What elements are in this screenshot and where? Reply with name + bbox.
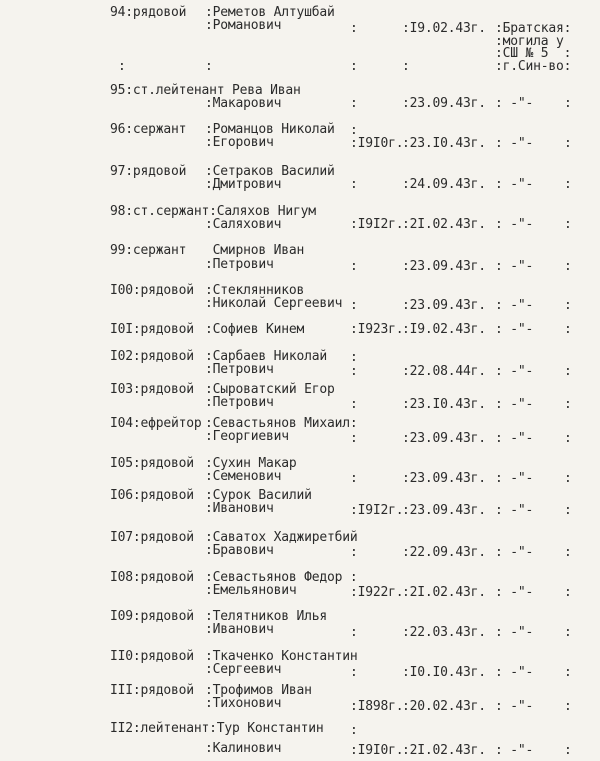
record-death-date: :2I.02.43г. — [402, 217, 486, 232]
record-burial-ditto: : -"- — [495, 259, 534, 274]
record-year: : — [350, 431, 358, 446]
record-number-rank: III:рядовой — [110, 683, 194, 698]
record-end-colon: : — [564, 503, 572, 518]
record-name-line1: :Саватох Хаджиретбий — [205, 530, 358, 545]
record-burial-ditto: : -"- — [495, 743, 534, 758]
record-name-line1: :Севастьянов Федор : — [205, 570, 358, 585]
record-end-colon: : — [564, 177, 572, 192]
record-number-rank: I00:рядовой — [110, 283, 194, 298]
record-death-date: :2I.02.43г. — [402, 585, 486, 600]
record-year: :I9I2г. — [350, 217, 404, 232]
record-burial-ditto: : -"- — [495, 397, 534, 412]
record-94-separator-c: : — [350, 59, 358, 74]
record-year: :I9I2г. — [350, 503, 404, 518]
record-year: : — [350, 665, 358, 680]
record-end-colon: : — [564, 699, 572, 714]
record-death-date: :23.09.43г. — [402, 431, 486, 446]
record-number-rank: I04:ефрейтор — [110, 416, 202, 431]
record-death-date: :22.09.43г. — [402, 545, 486, 560]
record-year: :I9I0г. — [350, 136, 404, 151]
record-death-date: :23.I0.43г. — [402, 136, 486, 151]
record-94-number-rank: 94:рядовой — [110, 5, 187, 20]
record-94-separator-a: : — [118, 59, 126, 74]
record-name-line2: :Иванович — [205, 622, 274, 637]
record-end-colon: : — [564, 298, 572, 313]
record-name-line2: :Семенович — [205, 469, 282, 484]
record-94-burial-line4: :г.Син-во: — [495, 59, 572, 74]
record-number-rank: I0I:рядовой — [110, 322, 194, 337]
record-burial-ditto: : -"- — [495, 322, 534, 337]
record-year: : — [350, 298, 358, 313]
record-name-line2: :Емельянович — [205, 583, 297, 598]
record-year: :I922г. — [350, 585, 404, 600]
record-name-line2: :Георгиевич — [205, 429, 289, 444]
record-death-date: :24.09.43г. — [402, 177, 486, 192]
record-burial-ditto: : -"- — [495, 665, 534, 680]
record-name-line1-tail: : — [350, 123, 358, 138]
record-name-line1: :Сетраков Василий — [205, 164, 335, 179]
record-name-line2: :Тихонович — [205, 696, 282, 711]
record-year: : — [350, 259, 358, 274]
record-death-date: :20.02.43г. — [402, 699, 486, 714]
record-name-line2: :Макарович — [205, 96, 282, 111]
record-death-date: :22.03.43г. — [402, 625, 486, 640]
record-number-rank: 98:ст.сержант:Саляхов Нигум — [110, 204, 316, 219]
record-number-rank: 96:сержант — [110, 122, 187, 137]
record-year: : — [350, 364, 358, 379]
record-burial-ditto: : -"- — [495, 625, 534, 640]
record-94-burial-line1: :Братская: — [495, 21, 572, 36]
record-end-colon: : — [564, 364, 572, 379]
record-death-date: :23.09.43г. — [402, 259, 486, 274]
record-burial-ditto: : -"- — [495, 96, 534, 111]
record-year: : — [350, 96, 358, 111]
record-name-line1: :Романцов Николай — [205, 122, 335, 137]
record-94-separator-d: : — [402, 59, 410, 74]
record-burial-ditto: : -"- — [495, 585, 534, 600]
record-94-burial-line2: :могила у — [495, 34, 564, 49]
record-name-line1: :Сурок Василий — [205, 488, 312, 503]
record-burial-ditto: : -"- — [495, 217, 534, 232]
record-name-line2: :Саляхович — [205, 217, 282, 232]
record-name-line1-tail: : — [350, 350, 358, 365]
record-94-death-date: :I9.02.43г. — [402, 21, 486, 36]
record-year: : — [350, 625, 358, 640]
record-name-line1: :Стеклянников — [205, 283, 305, 298]
record-number-rank: 95:ст.лейтенант Рева Иван — [110, 83, 301, 98]
record-name-line1: :Сарбаев Николай — [205, 349, 328, 364]
record-number-rank: II0:рядовой — [110, 649, 194, 664]
record-year: :I898г. — [350, 699, 404, 714]
record-94-name-line2: :Романович — [205, 18, 282, 33]
record-burial-ditto: : -"- — [495, 298, 534, 313]
record-94-separator-b: : — [205, 59, 213, 74]
record-death-date: :23.09.43г. — [402, 298, 486, 313]
record-number-rank: 97:рядовой — [110, 164, 187, 179]
record-94-burial-line3: :СШ № 5 : — [495, 46, 572, 61]
record-end-colon: : — [564, 259, 572, 274]
record-end-colon: : — [564, 96, 572, 111]
record-death-date: :I9.02.43г. — [402, 322, 486, 337]
record-end-colon: : — [564, 585, 572, 600]
record-name-line1: :Севастьянов Михаил: — [205, 416, 358, 431]
record-death-date: :I0.I0.43г. — [402, 665, 486, 680]
record-end-colon: : — [564, 397, 572, 412]
record-name-line2: :Дмитрович — [205, 177, 282, 192]
record-name-line2: :Иванович — [205, 501, 274, 516]
record-number-rank: I07:рядовой — [110, 530, 194, 545]
record-year: : — [350, 471, 358, 486]
record-name-line1: Смирнов Иван — [205, 243, 305, 258]
record-year: :I9I0г. — [350, 743, 404, 758]
record-death-date: :2I.02.43г. — [402, 743, 486, 758]
record-death-date: :23.09.43г. — [402, 503, 486, 518]
record-burial-ditto: : -"- — [495, 177, 534, 192]
record-burial-ditto: : -"- — [495, 503, 534, 518]
record-number-rank: I06:рядовой — [110, 488, 194, 503]
record-name-line2: :Калинович — [205, 741, 282, 756]
record-name-line1: :Сухин Макар — [205, 456, 297, 471]
record-name-line2: :Сергеевич — [205, 662, 282, 677]
record-end-colon: : — [564, 431, 572, 446]
record-burial-ditto: : -"- — [495, 431, 534, 446]
record-death-date: :23.I0.43г. — [402, 397, 486, 412]
record-number-rank: I08:рядовой — [110, 570, 194, 585]
record-end-colon: : — [564, 625, 572, 640]
record-number-rank: I05:рядовой — [110, 456, 194, 471]
record-end-colon: : — [564, 743, 572, 758]
record-end-colon: : — [564, 545, 572, 560]
record-name-line1: :Софиев Кинем — [205, 322, 305, 337]
record-year: :I923г. — [350, 322, 404, 337]
record-name-line2: :Петрович — [205, 257, 274, 272]
record-name-line1: :Ткаченко Константин — [205, 649, 358, 664]
record-name-line2: :Петрович — [205, 395, 274, 410]
record-name-line1: :Трофимов Иван — [205, 683, 312, 698]
record-94-name-line1: :Реметов Алтушбай — [205, 5, 335, 20]
record-number-rank: I03:рядовой — [110, 382, 194, 397]
record-number-rank: I09:рядовой — [110, 609, 194, 624]
record-burial-ditto: : -"- — [495, 545, 534, 560]
record-year: : — [350, 545, 358, 560]
record-burial-ditto: : -"- — [495, 699, 534, 714]
record-year: : — [350, 177, 358, 192]
record-name-line2: :Бравович — [205, 543, 274, 558]
record-94-year-field: : — [350, 21, 358, 36]
record-end-colon: : — [564, 322, 572, 337]
record-death-date: :22.08.44г. — [402, 364, 486, 379]
record-number-rank: 99:сержант — [110, 243, 187, 258]
record-year: : — [350, 397, 358, 412]
record-name-line2: :Николай Сергеевич — [205, 296, 343, 311]
record-name-line1-tail: : — [350, 723, 358, 738]
record-number-rank: I02:рядовой — [110, 349, 194, 364]
record-death-date: :23.09.43г. — [402, 96, 486, 111]
record-end-colon: : — [564, 217, 572, 232]
record-number-rank: II2:лейтенант:Тур Константин — [110, 721, 324, 736]
record-end-colon: : — [564, 136, 572, 151]
record-burial-ditto: : -"- — [495, 471, 534, 486]
record-name-line1: :Сыроватский Егор — [205, 382, 335, 397]
record-name-line1: :Телятников Илья — [205, 609, 328, 624]
record-end-colon: : — [564, 665, 572, 680]
record-burial-ditto: : -"- — [495, 136, 534, 151]
record-burial-ditto: : -"- — [495, 364, 534, 379]
record-end-colon: : — [564, 471, 572, 486]
record-name-line2: :Петрович — [205, 362, 274, 377]
record-name-line2: :Егорович — [205, 135, 274, 150]
record-death-date: :23.09.43г. — [402, 471, 486, 486]
